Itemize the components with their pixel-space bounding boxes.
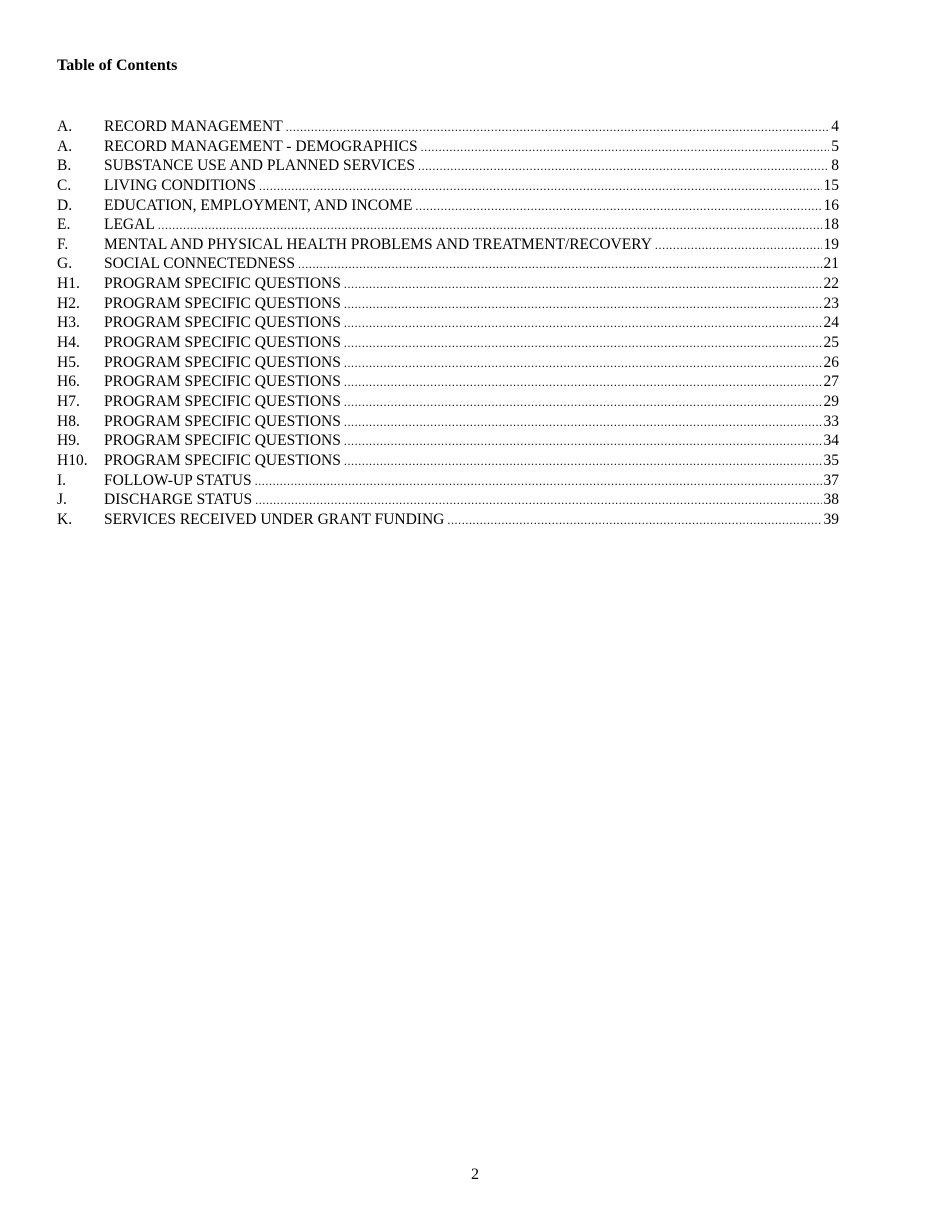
toc-dot-leader: [344, 373, 822, 393]
toc-entry-label: E.: [57, 216, 71, 234]
page-number: 2: [471, 1166, 479, 1183]
toc-entry-text: PROGRAM SPECIFIC QUESTIONS: [104, 275, 341, 293]
toc-entry[interactable]: [57, 510, 839, 530]
toc-entry-label: H3.: [57, 314, 80, 332]
toc-dot-leader: [344, 354, 822, 374]
toc-entry-label: H7.: [57, 392, 80, 410]
toc-entry-page: 18: [823, 216, 839, 234]
toc-dot-leader: [344, 314, 822, 334]
toc-entry-text: PROGRAM SPECIFIC QUESTIONS: [104, 314, 341, 332]
toc-dot-leader: [344, 295, 822, 315]
toc-dot-leader: [344, 334, 822, 354]
toc-entry-text: LIVING CONDITIONS: [104, 176, 256, 194]
toc-dot-leader: [655, 236, 822, 256]
toc-list: [57, 117, 839, 529]
toc-entry[interactable]: [57, 137, 839, 157]
toc-entry[interactable]: [57, 471, 839, 491]
toc-entry[interactable]: [57, 274, 839, 294]
toc-entry-label: I.: [57, 471, 67, 489]
toc-entry-text: PROGRAM SPECIFIC QUESTIONS: [104, 432, 341, 450]
toc-entry-text: SERVICES RECEIVED UNDER GRANT FUNDING: [104, 510, 445, 528]
toc-entry-label: H1.: [57, 275, 80, 293]
toc-entry[interactable]: [57, 254, 839, 274]
toc-entry-text: RECORD MANAGEMENT: [104, 118, 283, 135]
toc-dot-leader: [344, 432, 822, 452]
toc-dot-leader: [255, 472, 822, 492]
toc-dot-leader: [421, 138, 830, 158]
toc-entry-page: 37: [823, 471, 839, 489]
toc-entry-label: H8.: [57, 412, 80, 430]
toc-entry-page: 26: [823, 353, 839, 371]
toc-entry[interactable]: [57, 372, 839, 392]
toc-entry[interactable]: [57, 333, 839, 353]
toc-entry-page: 4: [831, 118, 839, 135]
toc-dot-leader: [418, 157, 829, 177]
toc-entry-label: C.: [57, 176, 72, 194]
toc-entry[interactable]: [57, 313, 839, 333]
toc-entry[interactable]: [57, 117, 839, 137]
toc-dot-leader: [344, 393, 822, 413]
toc-entry-label: H5.: [57, 353, 80, 371]
toc-dot-leader: [255, 491, 821, 511]
toc-entry-label: D.: [57, 196, 73, 214]
toc-entry-page: 19: [823, 235, 839, 253]
toc-entry-label: F.: [57, 235, 69, 253]
toc-dot-leader: [286, 118, 830, 138]
toc-entry-text: PROGRAM SPECIFIC QUESTIONS: [104, 392, 341, 410]
toc-entry[interactable]: [57, 451, 839, 471]
toc-entry[interactable]: [57, 235, 839, 255]
toc-entry-text: SOCIAL CONNECTEDNESS: [104, 255, 296, 273]
toc-entry-text: PROGRAM SPECIFIC QUESTIONS: [104, 353, 341, 371]
toc-entry-text: FOLLOW-UP STATUS: [104, 471, 252, 489]
toc-entry-page: 5: [831, 137, 839, 155]
toc-entry-text: MENTAL AND PHYSICAL HEALTH PROBLEMS AND TREATMENT/RECOVERY: [104, 235, 652, 253]
toc-entry[interactable]: [57, 353, 839, 373]
toc-entry-page: 15: [823, 176, 839, 194]
toc-dot-leader: [447, 511, 821, 531]
toc-entry-text: PROGRAM SPECIFIC QUESTIONS: [104, 294, 341, 312]
toc-entry-text: PROGRAM SPECIFIC QUESTIONS: [104, 451, 341, 469]
toc-entry-page: 27: [823, 373, 839, 391]
toc-entry[interactable]: [57, 294, 839, 314]
toc-entry-text: PROGRAM SPECIFIC QUESTIONS: [104, 373, 341, 391]
toc-entry-page: 34: [823, 432, 839, 450]
toc-entry-label: H4.: [57, 334, 80, 352]
toc-entry-label: A.: [57, 118, 73, 135]
toc-entry[interactable]: [57, 156, 839, 176]
toc-entry-page: 25: [823, 334, 839, 352]
toc-entry-label: H9.: [57, 432, 80, 450]
toc-entry-page: 35: [823, 451, 839, 469]
toc-entry-label: J.: [57, 491, 67, 509]
toc-dot-leader: [259, 177, 822, 197]
toc-entry[interactable]: [57, 196, 839, 216]
toc-entry-page: 23: [823, 294, 839, 312]
toc-entry-label: H6.: [57, 373, 80, 391]
toc-dot-leader: [415, 197, 821, 217]
toc-entry-page: 39: [823, 510, 839, 528]
toc-entry-page: 22: [823, 275, 839, 293]
toc-entry-text: RECORD MANAGEMENT - DEMOGRAPHICS: [104, 137, 418, 155]
toc-entry-text: LEGAL: [104, 216, 155, 234]
toc-entry[interactable]: [57, 431, 839, 451]
toc-dot-leader: [298, 255, 821, 275]
toc-entry-label: K.: [57, 510, 73, 528]
toc-entry[interactable]: [57, 392, 839, 412]
toc-entry-label: A.: [57, 137, 73, 155]
toc-dot-leader: [344, 413, 822, 433]
toc-entry[interactable]: [57, 412, 839, 432]
toc-entry-text: PROGRAM SPECIFIC QUESTIONS: [104, 334, 341, 352]
toc-entry-text: DISCHARGE STATUS: [104, 491, 253, 509]
toc-entry-page: 24: [823, 314, 839, 332]
toc-entry-label: B.: [57, 157, 72, 175]
toc-entry-page: 38: [823, 491, 839, 509]
toc-title: Table of Contents: [57, 57, 178, 74]
toc-entry[interactable]: [57, 215, 839, 235]
toc-entry-page: 8: [831, 157, 839, 175]
toc-dot-leader: [344, 452, 822, 472]
toc-dot-leader: [344, 275, 822, 295]
toc-entry-label: G.: [57, 255, 73, 273]
toc-entry[interactable]: [57, 490, 839, 510]
toc-entry-text: EDUCATION, EMPLOYMENT, AND INCOME: [104, 196, 413, 214]
toc-entry-text: SUBSTANCE USE AND PLANNED SERVICES: [104, 157, 415, 175]
toc-entry-page: 33: [823, 412, 839, 430]
toc-entry-page: 29: [823, 392, 839, 410]
toc-dot-leader: [158, 216, 822, 236]
toc-entry-page: 21: [823, 255, 839, 273]
toc-entry-page: 16: [823, 196, 839, 214]
toc-entry-label: H2.: [57, 294, 80, 312]
toc-entry[interactable]: [57, 176, 839, 196]
toc-entry-text: PROGRAM SPECIFIC QUESTIONS: [104, 412, 341, 430]
toc-entry-label: H10.: [57, 451, 88, 469]
